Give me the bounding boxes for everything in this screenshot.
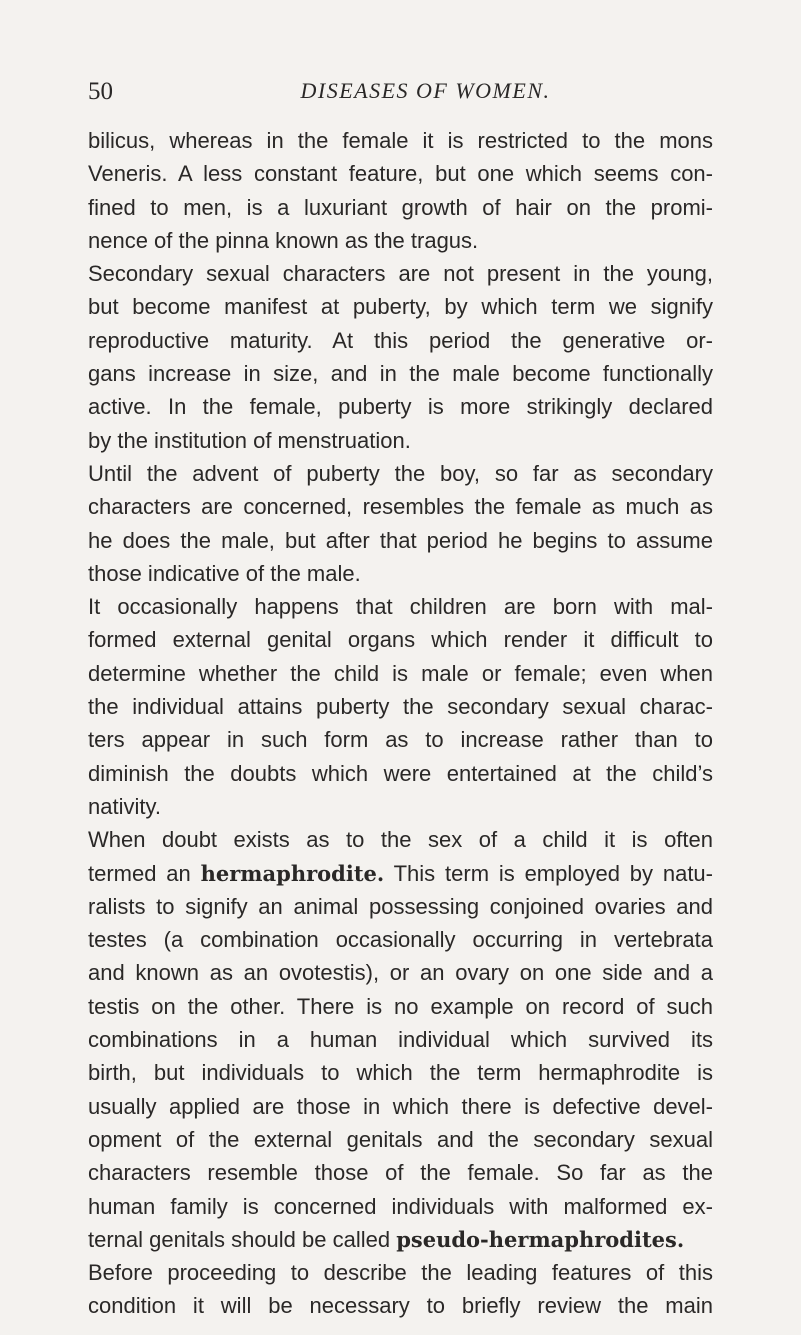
- text-segment: This term is employed by natu-: [384, 860, 713, 886]
- text-line: When doubt exists as to the sex of a child it is often: [88, 827, 713, 853]
- text-line: It occasionally happens that children are born with mal-: [88, 594, 713, 620]
- text-line: ralists to signify an animal possessing conjoined ovaries and: [88, 893, 713, 919]
- text-line: gans increase in size, and in the male become functionally: [88, 361, 713, 387]
- running-title: DISEASES OF WOMEN.: [300, 78, 551, 103]
- body-text: [88, 124, 713, 1323]
- text-line: active. In the female, puberty is more strikingly declared: [88, 394, 713, 420]
- text-line: determine whether the child is male or female; even when: [88, 660, 713, 686]
- defined-term: pseudo-hermaphrodites.: [396, 1226, 685, 1252]
- text-line: Veneris. A less constant feature, but one which seems con-: [88, 161, 713, 187]
- text-line: those indicative of the male.: [88, 560, 361, 586]
- text-line: testis on the other. There is no example on record of such: [88, 993, 713, 1019]
- text-line: fined to men, is a luxuriant growth of hair on the promi-: [88, 194, 713, 220]
- text-line: characters resemble those of the female. So far as the: [88, 1160, 713, 1186]
- text-line: [88, 857, 713, 890]
- text-line: reproductive maturity. At this period the generative or-: [88, 327, 713, 353]
- text-line: but become manifest at puberty, by which term we signify: [88, 294, 713, 320]
- text-line: he does the male, but after that period he begins to assume: [88, 527, 713, 553]
- text-line: by the institution of menstruation.: [88, 427, 411, 453]
- text-segment: termed an: [88, 860, 201, 886]
- text-line: the individual attains puberty the secondary sexual charac-: [88, 694, 713, 720]
- text-line: combinations in a human individual which survived its: [88, 1027, 713, 1053]
- text-line: nence of the pinna known as the tragus.: [88, 227, 479, 253]
- text-line: diminish the doubts which were entertained at the child’s: [88, 760, 713, 786]
- page-number: 50: [88, 78, 113, 105]
- text-line: Secondary sexual characters are not present in the young,: [88, 261, 713, 287]
- text-line: ters appear in such form as to increase rather than to: [88, 727, 713, 753]
- text-line: usually applied are those in which there is defective devel-: [88, 1093, 713, 1119]
- defined-term: hermaphrodite.: [200, 860, 385, 886]
- text-line: formed external genital organs which render it difficult to: [88, 627, 713, 653]
- text-line: testes (a combination occasionally occurring in vertebrata: [88, 927, 713, 953]
- text-line: bilicus, whereas in the female it is restricted to the mons: [88, 128, 713, 153]
- text-line: and known as an ovotestis), or an ovary on one side and a: [88, 960, 713, 986]
- text-line: condition it will be necessary to briefly review the main: [88, 1293, 713, 1319]
- text-line: nativity.: [88, 793, 161, 819]
- text-line: opment of the external genitals and the secondary sexual: [88, 1126, 713, 1152]
- text-segment: ternal genitals should be called: [88, 1226, 397, 1252]
- text-line: human family is concerned individuals with malformed ex-: [88, 1193, 713, 1219]
- text-line: birth, but individuals to which the term hermaphrodite is: [88, 1060, 713, 1086]
- text-line: characters are concerned, resembles the female as much as: [88, 494, 713, 520]
- text-line: [88, 1223, 713, 1256]
- text-line: Before proceeding to describe the leading features of this: [88, 1260, 713, 1286]
- text-line: Until the advent of puberty the boy, so far as secondary: [88, 460, 713, 486]
